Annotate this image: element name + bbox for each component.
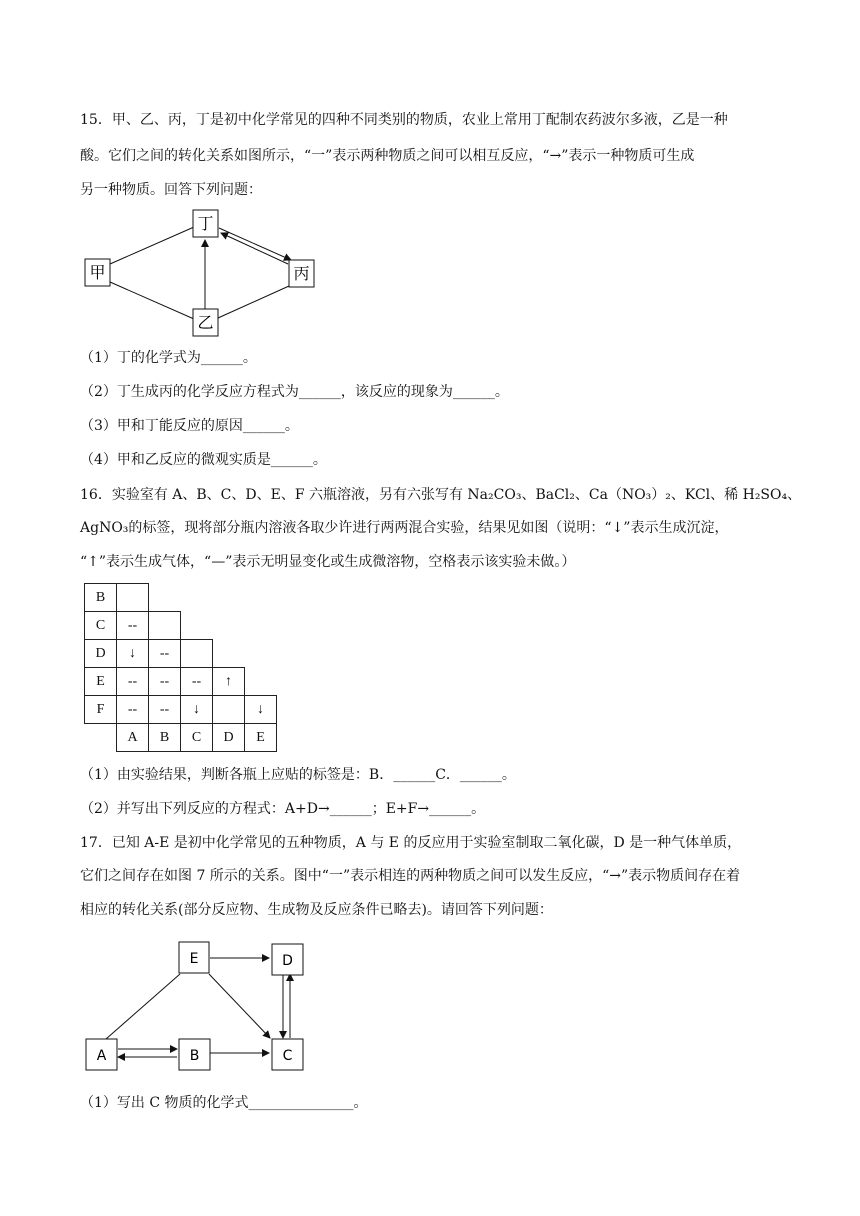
table-cell: -- [117,668,149,696]
row-label: C [85,612,117,640]
edge-E-A [106,974,180,1039]
table-cell [149,612,181,640]
q16-question-1: （1）由实验结果，判断各瓶上应贴的标签是：B．______C．______。 [80,767,516,783]
table-header-row [85,724,277,752]
column-label: C [181,724,213,752]
q15-intro-line-2: 酸。它们之间的转化关系如图所示，“一”表示两种物质之间可以相互反应，“→”表示一种物质可生成 [80,148,695,164]
table-cell: -- [117,612,149,640]
q16-result-table [84,583,277,752]
q15-question-3: （3）甲和丁能反应的原因______。 [80,418,299,434]
row-label: D [85,640,117,668]
q17-question-1: （1）写出 C 物质的化学式_______________。 [80,1095,368,1111]
node-label-B: B [189,1048,200,1064]
q17-intro-line-3: 相应的转化关系(部分反应物、生成物及反应条件已略去)。请回答下列问题： [80,902,553,918]
table-row [85,668,277,696]
q15-diagram [78,204,328,344]
column-label: B [149,724,181,752]
node-label-E: E [189,951,199,967]
node-label-C: C [282,1048,293,1064]
node-label-ding: 丁 [197,214,214,233]
table-cell: -- [149,696,181,724]
table-cell: ↓ [181,696,213,724]
q16-intro-line-1: 16．实验室有 A、B、C、D、E、F 六瓶溶液，另有六张写有 Na₂CO₃、BaCl₂、Ca（NO₃）₂、KCl、稀 H₂SO₄、 [80,487,802,503]
arrow-ding-to-bing [219,228,291,260]
table-cell [181,640,213,668]
column-label: A [117,724,149,752]
table-row [85,640,277,668]
q17-intro-line-1: 17．已知 A-E 是初中化学常见的五种物质，A 与 E 的反应用于实验室制取二氧化碳，D 是一种气体单质， [80,835,742,851]
column-label: E [245,724,277,752]
table-row [85,696,277,724]
q17-intro-line-2: 它们之间存在如图 7 所示的关系。图中“一”表示相连的两种物质之间可以发生反应，“→”表示物质间存在着 [80,868,741,884]
table-row [85,584,277,612]
arrow-bing-to-ding [221,233,288,264]
q15-question-1: （1）丁的化学式为______。 [80,350,257,366]
table-cell: ↓ [245,696,277,724]
node-label-bing: 丙 [293,264,310,283]
table-cell: ↓ [117,640,149,668]
q16-intro-line-3: “↑”表示生成气体，“—”表示无明显变化或生成微溶物，空格表示该实验未做。） [80,554,576,570]
q15-question-4: （4）甲和乙反应的微观实质是______。 [80,452,327,468]
q17-diagram [80,936,320,1076]
table-cell: -- [117,696,149,724]
table-cell: -- [149,640,181,668]
edge-bing-yi [218,286,289,318]
q15-question-2: （2）丁生成丙的化学反应方程式为______，该反应的现象为______。 [80,384,509,400]
node-label-A: A [96,1048,107,1064]
row-label: B [85,584,117,612]
table-cell: ↑ [213,668,245,696]
row-label: E [85,668,117,696]
node-label-jia: 甲 [89,263,106,282]
arrow-E-to-C [209,974,270,1038]
table-cell [213,696,245,724]
edge-jia-ding [110,227,194,264]
row-label: F [85,696,117,724]
table-row [85,612,277,640]
q15-intro-line-3: 另一种物质。回答下列问题： [80,182,262,198]
q16-question-2: （2）并写出下列反应的方程式：A+D→______；E+F→______。 [80,801,486,817]
edge-jia-yi [110,282,194,319]
table-cell: -- [181,668,213,696]
node-label-yi: 乙 [197,313,214,332]
node-label-D: D [282,953,293,969]
table-cell: -- [149,668,181,696]
q16-intro-line-2: AgNO₃的标签，现将部分瓶内溶液各取少许进行两两混合实验，结果见如图（说明：“↓”表示生成沉淀， [80,520,729,536]
table-cell [117,584,149,612]
column-label: D [213,724,245,752]
q15-intro-line-1: 15．甲、乙、丙，丁是初中化学常见的四种不同类别的物质，农业上常用丁配制农药波尔多液，乙是一种 [80,112,728,128]
